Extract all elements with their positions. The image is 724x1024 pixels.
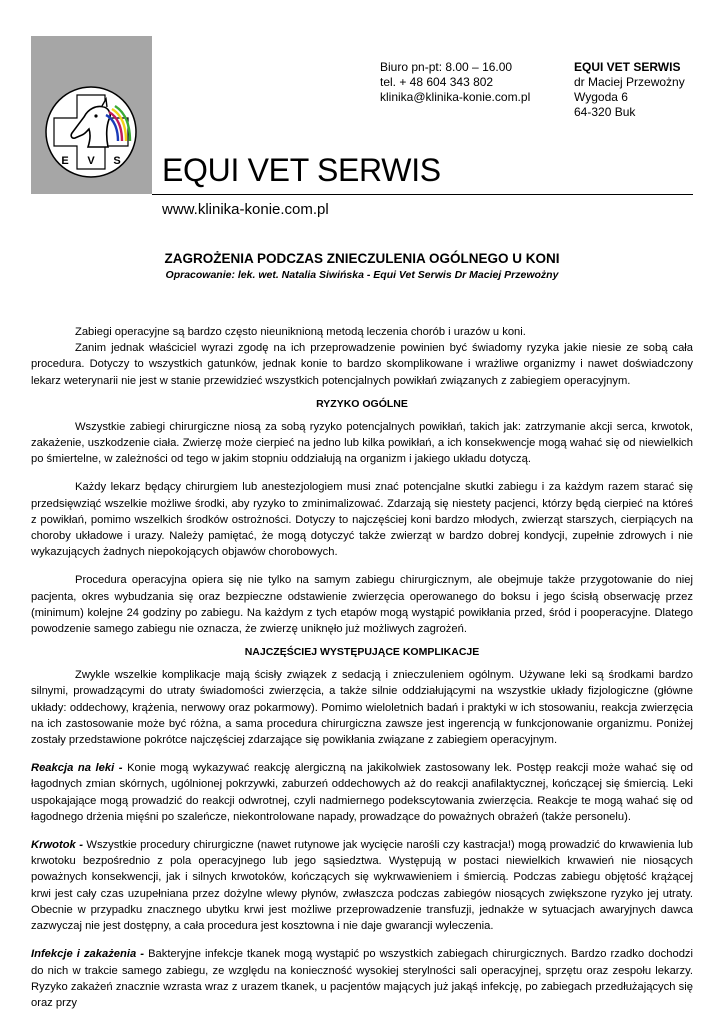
intro-paragraph-2: Zanim jednak właściciel wyrazi zgodę na ich przeprowadzenie powinien być świadomy ryzyka jakie niesie ze sobą cała procedura. Dotyczy to wszystkich gatunków, jednak konie to bardzo skomplikowane i wrażliwe organizmy i nawet doświadczony lekarz weterynarii nie jest w stanie przewidzieć wszystkich potencjalnych powikłań związanych z zabiegiem operacyjnym. (31, 342, 693, 387)
postal-address (574, 60, 685, 120)
complication-hemorrhage (31, 837, 693, 934)
complication-infection (31, 946, 693, 1011)
complication-text: Konie mogą wykazywać reakcję alergiczną na jakikolwiek zastosowany lek. Postęp reakcji może wahać się od łagodnych zmian skórnych, ugólnionej pokrzywki, zaburzeń oddechowych aż do reakcji anafilaktycznej, kończącej się śmiercią. Leki uspokajające mogą prowadzić do reakcji odwrotnej, czyli nadmiernego podekscytowania zwierzęcia. Reakcje te mogą wahać się od łagodnego drżenia mięśni po szaleńcze, niekontrolowane napady, prowadzące do poważnych obrażeń (także personelu). (31, 762, 693, 823)
intro-paragraph-1: Zabiegi operacyjne są bardzo często nieuniknioną metodą leczenia chorób i urazów u koni. (75, 326, 526, 338)
complication-term: Krwotok - (31, 839, 83, 852)
section-heading-complications: NAJCZĘŚCIEJ WYSTĘPUJĄCE KOMPLIKACJE (244, 646, 480, 659)
logo-letter-left: E (61, 155, 69, 167)
logo-letter-middle: V (87, 155, 95, 167)
complication-term: Infekcje i zakażenia - (31, 948, 144, 961)
general-risk-paragraph-3: Procedura operacyjna opiera się nie tylko na samym zabiegu chirurgicznym, ale obejmuje także przygotowanie do niej pacjenta, okres wybudzania się oraz bezpieczne odstawienie zwierzęcia operowanego do boksu i jego ścisłą obserwację przez (minimum) kolejne 24 godziny po zabiegu. Na każdym z tych etapów mogą wystąpić powikłania przed, śród i pooperacyjne. Dlatego powodzenie samego zabiegu nie oznacza, że zwierzę uniknęło już możliwych zagrożeń. (31, 574, 693, 636)
header-divider (152, 194, 693, 195)
brand-title: EQUI VET SERWIS (162, 152, 441, 188)
general-risk-paragraph-2: Każdy lekarz będący chirurgiem lub anestezjologiem musi znać potencjalne skutki zabiegu i za każdym razem starać się przedsięwziąć wszelkie możliwe środki, aby ryzyko to zminimalizować. Zdarzają się niestety pacjenci, którzy będą cierpieć na któreś z powikłań, pomimo wszelkich środków ostrożności. Dotyczy to najczęściej koni bardzo młodych, zwierząt starszych, cierpiących na choroby układowe i urazy. Należy pamiętać, że mogą dotyczyć także zwierząt w bardzo dobrej kondycji, zupełnie zdrowych i nie wykazujących żadnych niepokojących objawów chorobowych. (31, 481, 693, 559)
complications-intro: Zwykle wszelkie komplikacje mają ścisły związek z sedacją i znieczuleniem ogólnym. Używane leki są środkami bardzo silnymi, prowadzącymi do utraty świadomości zwierzęcia, a także silnie oddziałującymi na wszystkie układy fizjologiczne (główne układy: oddechowy, krążenia, nerwowy oraz pokarmowy). Pomimo wieloletnich badań i praktyki w ich stosowaniu, reakcja zwierzęcia na ich zastosowanie może być różna, a sama procedura chirurgiczna zawsze jest ingerencją w funkcjonowanie organizmu. Poniżej zostały przedstawione pokrótce najczęściej zdarzające się powikłania związane z zabiegiem operacyjnym. (31, 669, 693, 747)
contact-person: dr Maciej Przewożny (574, 75, 685, 89)
phone-number: tel. + 48 604 343 802 (380, 75, 494, 89)
logo-letter-right: S (113, 155, 121, 167)
section-heading-general-risk: RYZYKO OGÓLNE (316, 397, 408, 410)
article-author: Opracowanie: lek. wet. Natalia Siwińska - Equi Vet Serwis Dr Maciej Przewożny (165, 269, 559, 281)
website-url: www.klinika-konie.com.pl (162, 201, 329, 218)
complication-drug-reaction (31, 760, 693, 825)
contact-info (380, 60, 530, 105)
article-body (31, 324, 693, 1011)
city: 64-320 Buk (574, 105, 636, 119)
street: Wygoda 6 (574, 90, 628, 104)
complication-text: Wszystkie procedury chirurgiczne (nawet rutynowe jak wycięcie narośli czy kastracja!) mogą prowadzić do krwawienia lub krwotoku bezpośrednio z pola operacyjnego lub jego sąsiedztwa. Występują w postaci niewielkich krwawień nie niosących poważnych konsekwencji, jak i silnych krwotoków, kończących się wykrwawieniem i śmiercią. Podczas zabiegu objętość krążącej krwi jest cały czas uzupełniana przez dożylne wlewy płynów, zwłaszcza podczas zabiegów niosących zwiększone ryzyko jej utraty. Obecnie w przypadku znacznego ubytku krwi jest możliwe przeprowadzenie transfuzji, jednakże w sytuacjach awaryjnych dawca zazwyczaj nie jest dostępny, a cała procedura jest kosztowna i nie daje gwarancji wyleczenia. (31, 839, 693, 933)
company-name: EQUI VET SERWIS (574, 60, 681, 74)
complication-text: Bakteryjne infekcje tkanek mogą wystąpić po wszystkich zabiegach chirurgicznych. Bardzo rzadko dochodzi do nich w trakcie samego zabiegu, ze względu na konieczność wysokiej sterylności sali operacyjnej, sprzętu oraz zespołu lekarzy. Ryzyko zakażeń znacznie wzrasta wraz z urazem tkanek, u pacjentów mających już jakąś infekcję, po zabiegach przedłużających się oraz przy (31, 948, 693, 1009)
article-title: ZAGROŻENIA PODCZAS ZNIECZULENIA OGÓLNEGO U KONI (164, 251, 560, 266)
email-address: klinika@klinika-konie.com.pl (380, 90, 531, 104)
office-hours: Biuro pn-pt: 8.00 – 16.00 (380, 60, 513, 74)
complication-term: Reakcja na leki - (31, 762, 123, 775)
clinic-logo-icon (44, 85, 138, 179)
general-risk-paragraph-1: Wszystkie zabiegi chirurgiczne niosą za sobą ryzyko potencjalnych powikłań, takich jak: zatrzymanie akcji serca, krwotok, zakażenie, uszkodzenie ciała. Zwierzę może cierpieć na jedno lub kilka powikłań, a ich konsekwencje mogą wahać się od niewielkich po śmiertelne, w zależności od tego w jakim stopniu oddziałują na organizm i jakiego układu dotyczą. (31, 420, 693, 466)
